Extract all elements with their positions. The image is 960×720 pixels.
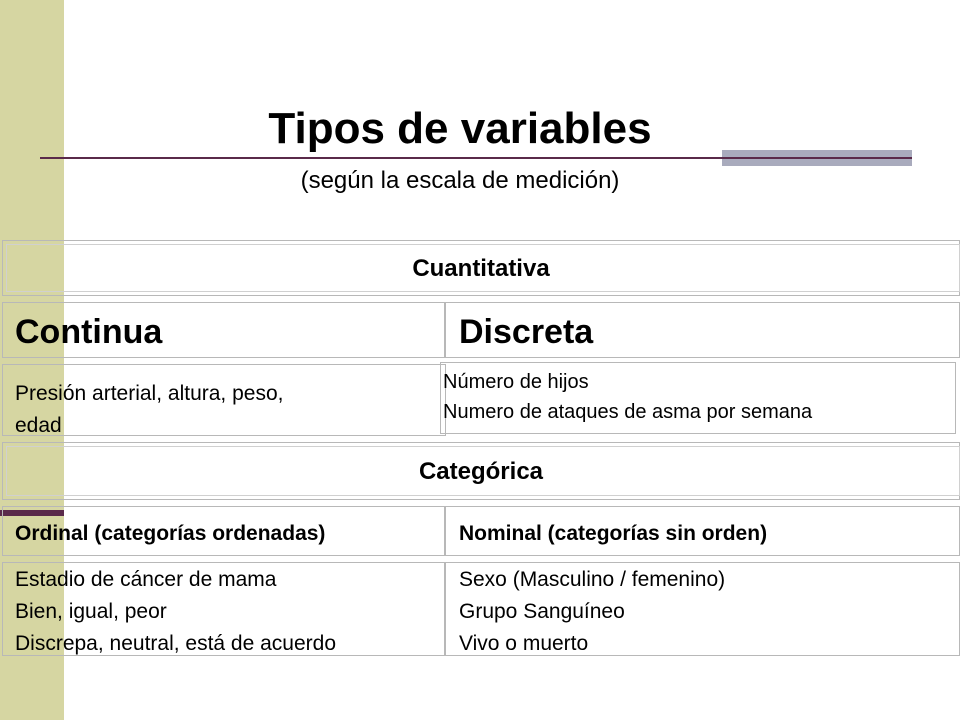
- ordinal-example-1: Estadio de cáncer de mama: [15, 568, 277, 591]
- nominal-label: Nominal (categorías sin orden): [459, 522, 768, 545]
- slide-subtitle: (según la escala de medición): [300, 167, 620, 194]
- nominal-example-2: Grupo Sanguíneo: [459, 600, 625, 623]
- continuous-example-1: Presión arterial, altura, peso,: [15, 382, 284, 405]
- quantitative-header: Cuantitativa: [412, 255, 550, 282]
- title-underline-accent-line: [722, 157, 912, 159]
- nominal-example-3: Vivo o muerto: [459, 632, 589, 655]
- discrete-example-1: Número de hijos: [443, 371, 589, 393]
- ordinal-example-3: Discrepa, neutral, está de acuerdo: [15, 632, 337, 655]
- slide-title: Tipos de variables: [268, 104, 652, 153]
- nominal-example-1: Sexo (Masculino / femenino): [459, 568, 726, 591]
- discrete-example-2: Numero de ataques de asma por semana: [443, 401, 813, 423]
- continuous-examples: [15, 378, 435, 442]
- discrete-label: Discreta: [459, 313, 594, 351]
- ordinal-examples: [15, 564, 336, 660]
- ordinal-example-2: Bien, igual, peor: [15, 600, 167, 623]
- continuous-label: Continua: [15, 313, 163, 351]
- continuous-example-2: edad: [15, 414, 62, 437]
- discrete-examples: [443, 367, 812, 427]
- ordinal-label: Ordinal (categorías ordenadas): [15, 522, 326, 545]
- nominal-examples: [459, 564, 725, 660]
- categorical-header: Categórica: [418, 458, 544, 485]
